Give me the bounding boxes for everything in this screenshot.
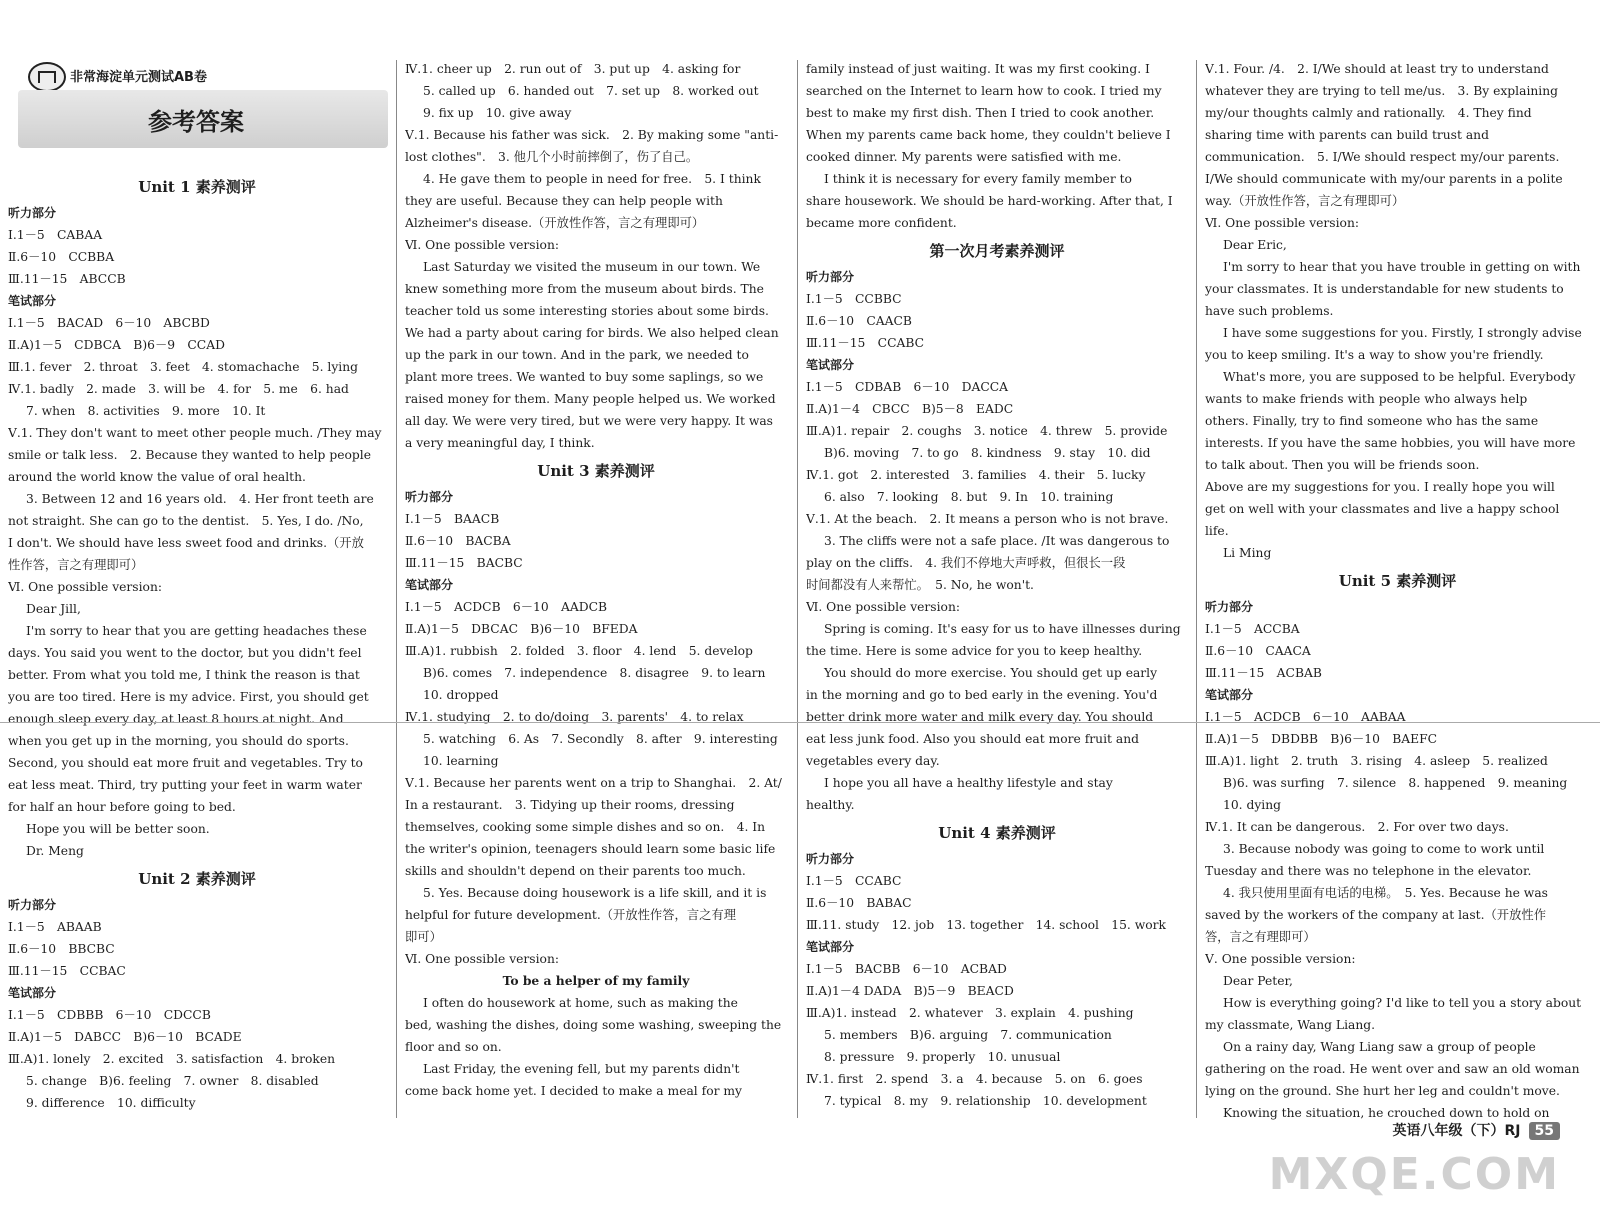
text-line: Ⅱ.A)1－4 CBCC B)5－8 EADC — [806, 402, 1014, 416]
column-2 — [405, 58, 787, 1102]
text-line: You should do more exercise. You should get up early — [824, 666, 1158, 680]
column-3 — [806, 58, 1188, 1112]
text-line: Ⅰ.1－5 CDBAB 6－10 DACCA — [806, 380, 1009, 394]
text-line: Ⅲ.A)1. repair 2. coughs 3. notice 4. threw 5. provide — [806, 424, 1168, 438]
text-line: Ⅴ.1. Because her parents went on a trip to Shanghai. 2. At/ — [405, 776, 782, 790]
text-line: 3. The cliffs were not a safe place. /It was dangerous to — [824, 534, 1170, 548]
text-line: 7. when 8. activities 9. more 10. It — [26, 404, 266, 418]
text-line: the writer's opinion, teenagers should learn some basic life — [405, 842, 776, 856]
text-line: Ⅰ.1－5 ACDCB 6－10 AADCB — [405, 600, 608, 614]
text-line: 5. Yes. Because doing housework is a life skill, and it is — [423, 886, 767, 900]
section-heading: Unit 3 素养测评 — [537, 462, 655, 480]
text-line: themselves, cooking some simple dishes and so on. 4. In — [405, 820, 766, 834]
text-line: whatever they are trying to tell me/us. 3. By explaining — [1205, 84, 1559, 98]
subsection-label: 听力部分 — [8, 206, 57, 220]
text-line: others. Finally, try to find someone who has the same — [1205, 414, 1539, 428]
text-line: you are too tired. Here is my advice. First, you should get — [8, 690, 369, 704]
text-line: up the park in our town. And in the park, we needed to — [405, 348, 749, 362]
text-line: get on well with your classmates and live a happy school — [1205, 502, 1560, 516]
text-line: for half an hour before going to bed. — [8, 800, 236, 814]
text-line: interests. If you have the same hobbies, you will have more — [1205, 436, 1576, 450]
text-line: We had a party about caring for birds. We also helped clean — [405, 326, 779, 340]
text-line: Ⅲ.A)1. light 2. truth 3. rising 4. asleep 5. realized — [1205, 754, 1548, 768]
text-line: Ⅲ.1. fever 2. throat 3. feet 4. stomachache 5. lying — [8, 360, 359, 374]
text-line: not straight. She can go to the dentist. 5. Yes, I do. /No, — [8, 514, 364, 528]
section-heading: Unit 5 素养测评 — [1338, 572, 1457, 590]
text-line: Above are my suggestions for you. I really hope you will — [1205, 480, 1555, 494]
text-line: 即可） — [405, 930, 442, 944]
text-line: floor and so on. — [405, 1040, 502, 1054]
text-line: family instead of just waiting. It was my first cooking. I — [806, 62, 1150, 76]
text-line: Ⅱ.A)1－4 DADA B)5－9 BEACD — [806, 984, 1014, 998]
text-line: cooked dinner. My parents were satisfied with me. — [806, 150, 1122, 164]
text-line: healthy. — [806, 798, 855, 812]
text-line: Ⅰ.1－5 CCBBC — [806, 292, 902, 306]
text-line: helpful for future development.（开放性作答，言之有理 — [405, 908, 737, 922]
text-line: lying on the ground. She hurt her leg and couldn't move. — [1205, 1084, 1560, 1098]
text-line: Ⅳ.1. It can be dangerous. 2. For over two days. — [1205, 820, 1509, 834]
text-line: Ⅲ.A)1. rubbish 2. folded 3. floor 4. lend 5. develop — [405, 644, 753, 658]
subsection-label: 听力部分 — [806, 270, 855, 284]
text-line: better drink more water and milk every day. You should — [806, 710, 1154, 724]
text-line: raised money for them. Many people helped us. We worked — [405, 392, 776, 406]
text-line: my/our thoughts calmly and rationally. 4. They find — [1205, 106, 1532, 120]
text-line: plant more trees. We wanted to buy some saplings, so we — [405, 370, 764, 384]
text-line: searched on the Internet to learn how to cook. I tried my — [806, 84, 1162, 98]
text-line: B)6. comes 7. independence 8. disagree 9. to learn — [423, 666, 766, 680]
text-line: 10. dying — [1223, 798, 1282, 812]
text-line: Ⅱ.6－10 BACBA — [405, 534, 511, 548]
text-line: Ⅱ.A)1－5 DABCC B)6－10 BCADE — [8, 1030, 242, 1044]
text-line: better. From what you told me, I think the reason is that — [8, 668, 360, 682]
text-line: around the world know the value of oral health. — [8, 470, 306, 484]
text-line: I'm sorry to hear that you are getting headaches these — [26, 624, 367, 638]
text-line: 5. watching 6. As 7. Secondly 8. after 9. interesting — [423, 732, 778, 746]
subsection-label: 笔试部分 — [405, 578, 454, 592]
text-line: knew something more from the museum about birds. The — [405, 282, 764, 296]
text-line: communication. 5. I/We should respect my/our parents. — [1205, 150, 1560, 164]
text-line: have such problems. — [1205, 304, 1334, 318]
page-title: 参考答案 — [148, 108, 244, 136]
text-line: Hope you will be better soon. — [26, 822, 210, 836]
brand-logo-icon — [28, 62, 66, 92]
subsection-label: 笔试部分 — [806, 940, 855, 954]
text-line: 4. 我只使用里面有电话的电梯。 5. Yes. Because he was — [1223, 886, 1548, 900]
text-line: Dr. Meng — [26, 844, 84, 858]
text-line: Ⅱ.6－10 CAACB — [806, 314, 912, 328]
text-line: 9. difference 10. difficulty — [26, 1096, 196, 1110]
subsection-label: 听力部分 — [8, 898, 57, 912]
text-line: Ⅳ.1. got 2. interested 3. families 4. their 5. lucky — [806, 468, 1146, 482]
text-line: Ⅲ.A)1. instead 2. whatever 3. explain 4. pushing — [806, 1006, 1134, 1020]
text-line: Ⅴ.1. At the beach. 2. It means a person who is not brave. — [806, 512, 1169, 526]
text-line: your classmates. It is understandable for new students to — [1205, 282, 1564, 296]
brand-name: 非常海淀单元测试AB卷 — [70, 70, 207, 85]
text-line: Ⅳ.1. studying 2. to do/doing 3. parents' 4. to relax — [405, 710, 744, 724]
text-line: Dear Jill, — [26, 602, 81, 616]
text-line: 3. Because nobody was going to come to work until — [1223, 842, 1545, 856]
text-line: Second, you should eat more fruit and vegetables. Try to — [8, 756, 363, 770]
text-line: B)6. moving 7. to go 8. kindness 9. stay 10. did — [824, 446, 1151, 460]
text-line: Li Ming — [1223, 546, 1272, 560]
text-line: What's more, you are supposed to be helpful. Everybody — [1223, 370, 1576, 384]
footer-label: 英语八年级（下）RJ — [1392, 1123, 1521, 1139]
text-line: all day. We were very tired, but we were very happy. It was — [405, 414, 773, 428]
subsection-label: 听力部分 — [806, 852, 855, 866]
text-line: Ⅵ. One possible version: — [405, 238, 560, 252]
text-line: Dear Peter, — [1223, 974, 1293, 988]
text-line: days. You said you went to the doctor, but you didn't feel — [8, 646, 362, 660]
text-line: Ⅱ.A)1－5 DBCAC B)6－10 BFEDA — [405, 622, 638, 636]
text-line: Ⅱ.6－10 CAACA — [1205, 644, 1311, 658]
text-line: Ⅳ.1. badly 2. made 3. will be 4. for 5. me 6. had — [8, 382, 349, 396]
text-line: 4. He gave them to people in need for free. 5. I think — [423, 172, 761, 186]
text-line: they are useful. Because they can help people with — [405, 194, 723, 208]
text-line: When my parents came back home, they couldn't believe I — [806, 128, 1171, 142]
column-divider — [797, 60, 798, 1118]
text-line: sharing time with parents can build trust and — [1205, 128, 1489, 142]
text-line: 5. called up 6. handed out 7. set up 8. worked out — [423, 84, 759, 98]
text-line: Ⅲ.11－15 BACBC — [405, 556, 523, 570]
text-line: 7. typical 8. my 9. relationship 10. development — [824, 1094, 1147, 1108]
text-line: my classmate, Wang Liang. — [1205, 1018, 1376, 1032]
column-divider — [1196, 60, 1197, 1118]
text-line: Ⅴ.1. Four. /4. 2. I/We should at least try to understand — [1205, 62, 1549, 76]
text-line: Ⅲ.11－15 CCBAC — [8, 964, 126, 978]
text-line: In a restaurant. 3. Tidying up their rooms, dressing — [405, 798, 735, 812]
text-line: Ⅴ.1. They don't want to meet other people much. /They may — [8, 426, 382, 440]
essay-title: To be a helper of my family — [502, 973, 690, 988]
text-line: Ⅰ.1－5 BACBB 6－10 ACBAD — [806, 962, 1007, 976]
text-line: teacher told us some interesting stories about some birds. — [405, 304, 769, 318]
page-footer — [1393, 1120, 1560, 1140]
text-line: Ⅲ.11－15 ACBAB — [1205, 666, 1322, 680]
page-fold-line — [0, 722, 1600, 723]
text-line: bed, washing the dishes, doing some washing, sweeping the — [405, 1018, 782, 1032]
text-line: when you get up in the morning, you should do sports. — [8, 734, 349, 748]
text-line: 答，言之有理即可） — [1205, 930, 1316, 944]
text-line: life. — [1205, 524, 1229, 538]
text-line: Tuesday and there was no telephone in the elevator. — [1205, 864, 1532, 878]
text-line: 9. fix up 10. give away — [423, 106, 572, 120]
text-line: 性作答，言之有理即可） — [8, 558, 144, 572]
text-line: 时间都没有人来帮忙。 5. No, he won't. — [806, 578, 1034, 592]
subsection-label: 笔试部分 — [8, 294, 57, 308]
subsection-label: 笔试部分 — [806, 358, 855, 372]
section-heading: Unit 4 素养测评 — [938, 824, 1056, 842]
text-line: 8. pressure 9. properly 10. unusual — [824, 1050, 1061, 1064]
text-line: Ⅰ.1－5 ACDCB 6－10 AABAA — [1205, 710, 1406, 724]
subsection-label: 笔试部分 — [8, 986, 57, 1000]
text-line: Ⅰ.1－5 CABAA — [8, 228, 103, 242]
text-line: Ⅲ.11－15 ABCCB — [8, 272, 126, 286]
text-line: Knowing the situation, he crouched down to hold on — [1223, 1106, 1550, 1120]
text-line: Ⅳ.1. cheer up 2. run out of 3. put up 4. asking for — [405, 62, 741, 76]
text-line: B)6. was surfing 7. silence 8. happened 9. meaning — [1223, 776, 1568, 790]
text-line: to talk about. Then you will be friends soon. — [1205, 458, 1480, 472]
text-line: saved by the workers of the company at last.（开放性作 — [1205, 908, 1546, 922]
text-line: a very meaningful day, I think. — [405, 436, 595, 450]
subsection-label: 听力部分 — [405, 490, 454, 504]
text-line: 6. also 7. looking 8. but 9. In 10. training — [824, 490, 1114, 504]
text-line: Ⅴ. One possible version: — [1205, 952, 1356, 966]
text-line: Ⅰ.1－5 CCABC — [806, 874, 902, 888]
text-line: 10. learning — [423, 754, 499, 768]
text-line: 5. members B)6. arguing 7. communication — [824, 1028, 1112, 1042]
text-line: I/We should communicate with my/our parents in a polite — [1205, 172, 1563, 186]
text-line: Ⅰ.1－5 BACAD 6－10 ABCBD — [8, 316, 210, 330]
text-line: Ⅱ.6－10 CCBBA — [8, 250, 115, 264]
text-line: I have some suggestions for you. Firstly, I strongly advise — [1223, 326, 1582, 340]
text-line: I hope you all have a healthy lifestyle and stay — [824, 776, 1113, 790]
text-line: Ⅱ.A)1－5 DBDBB B)6－10 BAEFC — [1205, 732, 1438, 746]
text-line: Dear Eric, — [1223, 238, 1287, 252]
text-line: Ⅳ.1. first 2. spend 3. a 4. because 5. on 6. goes — [806, 1072, 1143, 1086]
text-line: Ⅱ.A)1－5 CDBCA B)6－9 CCAD — [8, 338, 225, 352]
text-line: Ⅰ.1－5 ACCBA — [1205, 622, 1300, 636]
text-line: play on the cliffs. 4. 我们不停地大声呼救，但很长一段 — [806, 556, 1126, 570]
text-line: eat less junk food. Also you should eat more fruit and — [806, 732, 1139, 746]
text-line: Last Saturday we visited the museum in our town. We — [423, 260, 761, 274]
text-line: Ⅰ.1－5 BAACB — [405, 512, 500, 526]
text-line: come back home yet. I decided to make a meal for my — [405, 1084, 742, 1098]
text-line: Ⅵ. One possible version: — [1205, 216, 1360, 230]
text-line: smile or talk less. 2. Because they wanted to help people — [8, 448, 371, 462]
text-line: enough sleep every day, at least 8 hours at night. And — [8, 712, 344, 726]
title-banner — [18, 90, 388, 148]
text-line: Ⅲ.11－15 CCABC — [806, 336, 925, 350]
text-line: you to keep smiling. It's a way to show you're friendly. — [1205, 348, 1544, 362]
text-line: best to make my first dish. Then I tried to cook another. — [806, 106, 1155, 120]
subsection-label: 笔试部分 — [1205, 688, 1254, 702]
page-header — [18, 58, 388, 148]
text-line: I don't. We should have less sweet food and drinks.（开放 — [8, 536, 364, 550]
text-line: Ⅰ.1－5 ABAAB — [8, 920, 102, 934]
text-line: I think it is necessary for every family member to — [824, 172, 1132, 186]
watermark: MXQE.COM — [1268, 1149, 1560, 1200]
column-1 — [8, 170, 386, 1114]
text-line: Last Friday, the evening fell, but my parents didn't — [423, 1062, 740, 1076]
text-line: became more confident. — [806, 216, 957, 230]
text-line: Ⅱ.6－10 BBCBC — [8, 942, 115, 956]
text-line: vegetables every day. — [806, 754, 940, 768]
text-line: I often do housework at home, such as making the — [423, 996, 738, 1010]
text-line: Ⅲ.A)1. lonely 2. excited 3. satisfaction 4. broken — [8, 1052, 336, 1066]
text-line: wants to make friends with people who always help — [1205, 392, 1528, 406]
text-line: Ⅰ.1－5 CDBBB 6－10 CDCCB — [8, 1008, 211, 1022]
column-divider — [396, 60, 397, 1118]
text-line: in the morning and go to bed early in the evening. You'd — [806, 688, 1158, 702]
text-line: 10. dropped — [423, 688, 499, 702]
column-4 — [1205, 58, 1590, 1124]
text-line: Ⅴ.1. Because his father was sick. 2. By making some "anti- — [405, 128, 779, 142]
section-heading: 第一次月考素养测评 — [929, 242, 1065, 260]
section-heading: Unit 1 素养测评 — [138, 178, 256, 196]
text-line: Ⅲ.11. study 12. job 13. together 14. school 15. work — [806, 918, 1166, 932]
text-line: Spring is coming. It's easy for us to have illnesses during — [824, 622, 1181, 636]
text-line: skills and shouldn't depend on their parents too much. — [405, 864, 746, 878]
text-line: On a rainy day, Wang Liang saw a group of people — [1223, 1040, 1536, 1054]
text-line: way.（开放性作答，言之有理即可） — [1205, 194, 1405, 208]
subsection-label: 听力部分 — [1205, 600, 1254, 614]
text-line: Ⅵ. One possible version: — [405, 952, 560, 966]
text-line: How is everything going? I'd like to tell you a story about — [1223, 996, 1582, 1010]
text-line: Alzheimer's disease.（开放性作答，言之有理即可） — [405, 216, 705, 230]
text-line: 5. change B)6. feeling 7. owner 8. disabled — [26, 1074, 319, 1088]
text-line: Ⅵ. One possible version: — [8, 580, 163, 594]
text-line: 3. Between 12 and 16 years old. 4. Her front teeth are — [26, 492, 374, 506]
text-line: share housework. We should be hard-working. After that, I — [806, 194, 1173, 208]
text-line: Ⅵ. One possible version: — [806, 600, 961, 614]
text-line: eat less meat. Third, try putting your feet in warm water — [8, 778, 362, 792]
page-number: 55 — [1529, 1122, 1560, 1140]
text-line: gathering on the road. He went over and saw an old woman — [1205, 1062, 1580, 1076]
text-line: I'm sorry to hear that you have trouble in getting on with — [1223, 260, 1581, 274]
text-line: lost clothes". 3. 他几个小时前摔倒了，伤了自己。 — [405, 150, 699, 164]
text-line: the time. Here is some advice for you to keep healthy. — [806, 644, 1143, 658]
section-heading: Unit 2 素养测评 — [138, 870, 256, 888]
text-line: Ⅱ.6－10 BABAC — [806, 896, 912, 910]
